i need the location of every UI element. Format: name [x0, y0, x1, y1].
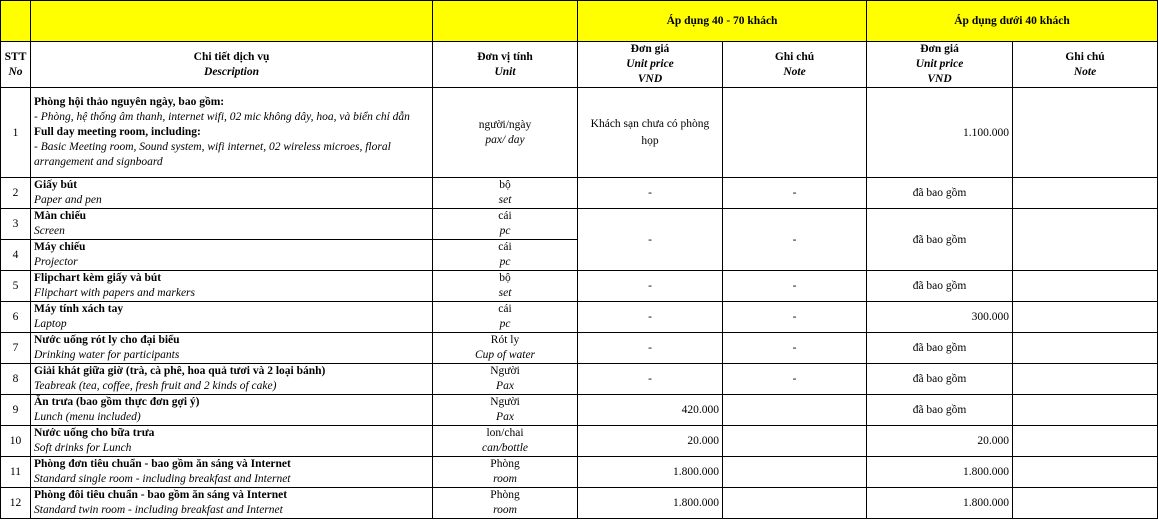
service-name-en: Laptop — [34, 318, 67, 330]
price-a: - — [578, 209, 723, 271]
table-row — [1, 457, 1158, 488]
column-header-description — [31, 42, 433, 88]
service-name-vi: Nước uống cho bữa trưa — [34, 427, 155, 439]
header-blank-stt — [1, 1, 31, 42]
unit-cell — [433, 271, 578, 302]
table-row — [1, 178, 1158, 209]
unit-en: pc — [499, 318, 511, 330]
note-a: - — [723, 302, 867, 333]
price-a: - — [578, 178, 723, 209]
unit-en: Pax — [496, 380, 514, 392]
note-b — [1013, 271, 1158, 302]
table-row — [1, 271, 1158, 302]
row-number: 11 — [1, 457, 31, 488]
note-a: - — [723, 209, 867, 271]
note-a: - — [723, 271, 867, 302]
service-name-vi: Phòng hội thảo nguyên ngày, bao gồm: — [34, 96, 225, 108]
group-header-40-70: Áp dụng 40 - 70 khách — [578, 1, 867, 42]
price-b: 1.800.000 — [867, 488, 1013, 519]
note-label-en: Note — [783, 65, 806, 78]
note-a: - — [723, 364, 867, 395]
note-a: - — [723, 333, 867, 364]
service-description — [31, 333, 433, 364]
unit-en: room — [493, 504, 517, 516]
price-a: 20.000 — [578, 426, 723, 457]
unit-vi: bộ — [499, 272, 511, 284]
service-description — [31, 88, 433, 178]
price-b: 20.000 — [867, 426, 1013, 457]
service-name-vi: Máy chiếu — [34, 241, 86, 253]
unit-en: Cup of water — [474, 349, 536, 361]
table-row — [1, 395, 1158, 426]
service-name-vi: Flipchart kèm giấy và bút — [34, 272, 162, 284]
service-name-vi: Máy tính xách tay — [34, 303, 124, 315]
service-name-en: Flipchart with papers and markers — [34, 287, 195, 299]
table-row — [1, 333, 1158, 364]
service-description — [31, 240, 433, 271]
note-a — [723, 395, 867, 426]
row-number: 7 — [1, 333, 31, 364]
service-detail-en: - Basic Meeting room, Sound system, wifi internet, 02 wireless microes, floral arrangement and signboard — [34, 141, 391, 168]
service-description — [31, 395, 433, 426]
note-b — [1013, 88, 1158, 178]
service-name-vi: Ăn trưa (bao gồm thực đơn gợi ý) — [34, 396, 200, 408]
service-name-vi: Phòng đơn tiêu chuẩn - bao gồm ăn sáng và Internet — [34, 458, 291, 470]
price-b: đã bao gồm — [867, 333, 1013, 364]
service-description — [31, 364, 433, 395]
price-a: - — [578, 364, 723, 395]
unit-vi: lon/chai — [486, 427, 524, 439]
note-label: Ghi chú — [1065, 50, 1105, 63]
stt-label: STT — [4, 50, 27, 63]
column-header-unit — [433, 42, 578, 88]
unit-vi: Người — [490, 365, 520, 377]
stt-label-en: No — [8, 65, 23, 78]
note-a — [723, 488, 867, 519]
service-name-en: Soft drinks for Lunch — [34, 442, 132, 454]
unit-cell — [433, 395, 578, 426]
service-name-en: Drinking water for participants — [34, 349, 180, 361]
unit-vi: cái — [498, 241, 512, 253]
note-b — [1013, 395, 1158, 426]
note-a — [723, 426, 867, 457]
unit-cell — [433, 178, 578, 209]
row-number: 3 — [1, 209, 31, 240]
header-row-columns — [1, 42, 1158, 88]
price-b: đã bao gồm — [867, 395, 1013, 426]
unit-en: pc — [499, 225, 511, 237]
header-row-groups — [1, 1, 1158, 42]
price-label: Đơn giá — [920, 43, 959, 55]
price-b: 300.000 — [867, 302, 1013, 333]
unit-en: pax/ day — [485, 133, 525, 146]
price-b: 1.800.000 — [867, 457, 1013, 488]
unit-cell — [433, 88, 578, 178]
table-row — [1, 426, 1158, 457]
note-a — [723, 88, 867, 178]
column-header-note-a — [723, 42, 867, 88]
unit-cell — [433, 457, 578, 488]
table-row — [1, 302, 1158, 333]
price-b: đã bao gồm — [867, 364, 1013, 395]
unit-vi: Phòng — [490, 458, 520, 470]
note-a — [723, 457, 867, 488]
service-name-en: Paper and pen — [34, 194, 102, 206]
service-description — [31, 178, 433, 209]
description-label: Chi tiết dịch vụ — [193, 50, 270, 63]
service-name-en: Projector — [34, 256, 78, 268]
price-a: Khách sạn chưa có phòng họp — [578, 88, 723, 178]
description-label-en: Description — [204, 65, 259, 78]
unit-vi: Người — [490, 396, 520, 408]
unit-vi: người/ngày — [478, 118, 532, 131]
table-row — [1, 364, 1158, 395]
unit-en: set — [498, 287, 512, 299]
price-currency: VND — [927, 73, 952, 85]
service-name-vi: Giấy bút — [34, 179, 78, 191]
unit-label: Đơn vị tính — [477, 50, 533, 63]
note-label-en: Note — [1073, 65, 1097, 78]
unit-cell — [433, 302, 578, 333]
unit-cell — [433, 333, 578, 364]
unit-vi: Phòng — [490, 489, 520, 501]
service-name-en: Teabreak (tea, coffee, fresh fruit and 2 kinds of cake) — [34, 380, 277, 392]
service-name-en: Screen — [34, 225, 65, 237]
unit-vi: cái — [498, 303, 512, 315]
note-label: Ghi chú — [774, 50, 815, 63]
table-row — [1, 488, 1158, 519]
price-label: Đơn giá — [630, 43, 670, 55]
unit-cell — [433, 426, 578, 457]
note-b — [1013, 209, 1158, 271]
price-a: - — [578, 333, 723, 364]
row-number: 4 — [1, 240, 31, 271]
table-row — [1, 209, 1158, 240]
row-number: 8 — [1, 364, 31, 395]
row-number: 12 — [1, 488, 31, 519]
price-label-en: Unit price — [626, 58, 674, 70]
unit-en: room — [493, 473, 517, 485]
note-b — [1013, 488, 1158, 519]
unit-vi: bộ — [499, 179, 511, 191]
unit-en: can/bottle — [482, 442, 528, 454]
price-a: 1.800.000 — [578, 488, 723, 519]
price-a: 420.000 — [578, 395, 723, 426]
service-name-vi: Giải khát giữa giờ (trà, cà phê, hoa quả tươi và 2 loại bánh) — [34, 365, 326, 377]
service-description — [31, 426, 433, 457]
note-b — [1013, 302, 1158, 333]
column-header-price-b — [867, 42, 1013, 88]
unit-en: Pax — [496, 411, 514, 423]
price-a: 1.800.000 — [578, 457, 723, 488]
table-row — [1, 88, 1158, 178]
service-name-en: Lunch (menu included) — [34, 411, 141, 423]
unit-en: set — [498, 194, 512, 206]
price-b: đã bao gồm — [867, 271, 1013, 302]
row-number: 1 — [1, 88, 31, 178]
price-b: 1.100.000 — [867, 88, 1013, 178]
service-name-vi: Phòng đôi tiêu chuẩn - bao gồm ăn sáng và Internet — [34, 489, 288, 501]
service-name-en: Standard twin room - including breakfast and Internet — [34, 504, 283, 516]
price-b: đã bao gồm — [867, 178, 1013, 209]
price-a: - — [578, 271, 723, 302]
service-description — [31, 302, 433, 333]
column-header-stt — [1, 42, 31, 88]
unit-cell — [433, 209, 578, 240]
service-description — [31, 271, 433, 302]
note-b — [1013, 426, 1158, 457]
price-currency: VND — [637, 73, 663, 85]
service-description — [31, 488, 433, 519]
service-name-vi: Màn chiếu — [34, 210, 87, 222]
unit-cell — [433, 488, 578, 519]
row-number: 5 — [1, 271, 31, 302]
service-description — [31, 209, 433, 240]
row-number: 10 — [1, 426, 31, 457]
row-number: 9 — [1, 395, 31, 426]
price-b: đã bao gồm — [867, 209, 1013, 271]
unit-label-en: Unit — [494, 65, 516, 78]
note-b — [1013, 364, 1158, 395]
unit-vi: Rót ly — [490, 334, 520, 346]
note-a: - — [723, 178, 867, 209]
row-number: 2 — [1, 178, 31, 209]
column-header-price-a — [578, 42, 723, 88]
service-name-en: Standard single room - including breakfast and Internet — [34, 473, 291, 485]
header-blank-unit — [433, 1, 578, 42]
service-detail-vi: - Phòng, hệ thống âm thanh, internet wifi, 02 mic không dây, hoa, và biển chỉ dẫn — [34, 111, 410, 123]
service-description — [31, 457, 433, 488]
unit-en: pc — [499, 256, 511, 268]
price-a: - — [578, 302, 723, 333]
unit-cell — [433, 364, 578, 395]
column-header-note-b — [1013, 42, 1158, 88]
group-header-under-40: Áp dụng dưới 40 khách — [867, 1, 1158, 42]
price-label-en: Unit price — [915, 58, 964, 70]
row-number: 6 — [1, 302, 31, 333]
unit-cell — [433, 240, 578, 271]
note-b — [1013, 333, 1158, 364]
note-b — [1013, 178, 1158, 209]
service-name-en: Full day meeting room, including: — [34, 126, 201, 138]
service-name-vi: Nước uống rót ly cho đại biểu — [34, 334, 180, 346]
note-b — [1013, 457, 1158, 488]
header-blank-desc — [31, 1, 433, 42]
unit-vi: cái — [498, 210, 512, 222]
